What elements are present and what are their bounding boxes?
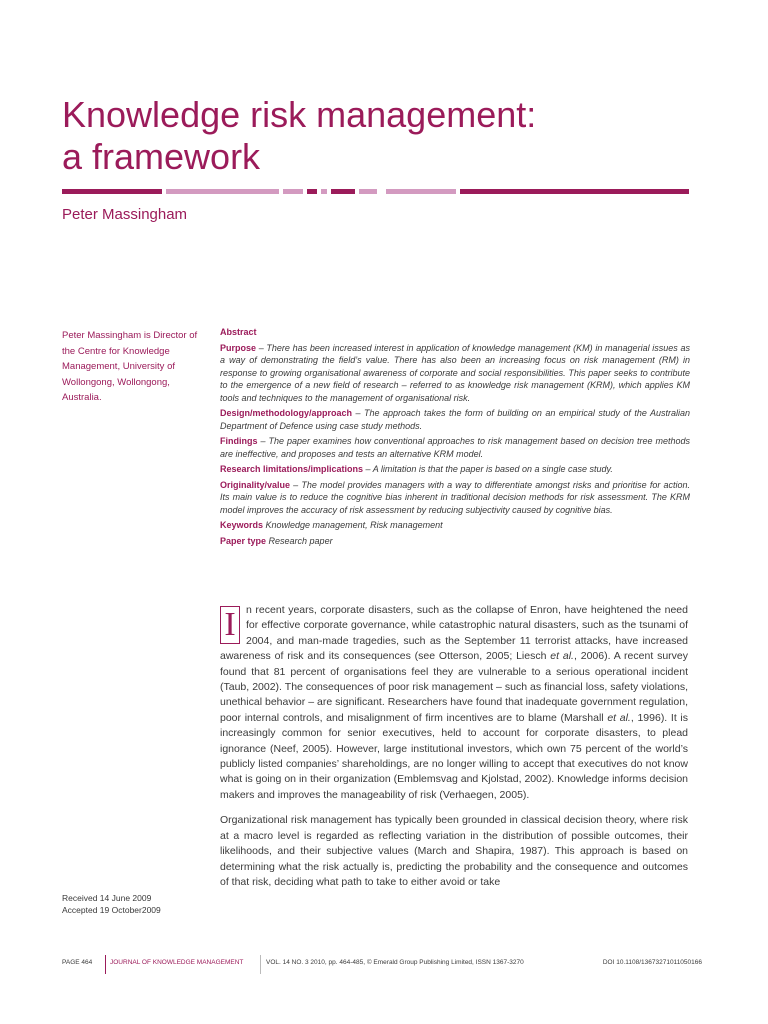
accepted-date: Accepted 19 October2009 <box>62 904 161 915</box>
originality-label: Originality/value <box>220 479 291 490</box>
submission-dates <box>62 893 161 916</box>
abstract-limitations <box>220 463 690 476</box>
paper-type-text: Research paper <box>266 535 333 546</box>
limitations-text: – A limitation is that the paper is based on a single case study. <box>363 464 613 474</box>
abstract-heading: Abstract <box>220 327 257 337</box>
rule-segment <box>307 189 317 194</box>
abstract-purpose <box>220 342 690 405</box>
author-affiliation: Peter Massingham is Director of the Centre for Knowledge Management, University of Wollongong, Wollongong, Australia. <box>62 330 198 403</box>
design-text: – The approach takes the form of building on an empirical study of the Australian Department of Defence using case study methods. <box>220 408 690 431</box>
limitations-label: Research limitations/implications <box>220 464 364 474</box>
keywords-label: Keywords <box>220 520 264 530</box>
drop-cap: I <box>220 606 240 644</box>
body-paragraph-2: Organizational risk management has typically been grounded in classical decision theory, where risk at a macro level is regarded as reflecting variation in the distribution of possible outcomes, their likelihoods, and their subjective values (March and Shapira, 1987). This approach is based on determining what the risk actually is, predicting the probability and the consequence and outcomes of that risk, deciding what path to take to either avoid or take <box>220 814 688 888</box>
article-title <box>62 94 702 178</box>
article-title-line2: a framework <box>62 136 261 177</box>
findings-label: Findings <box>220 436 258 446</box>
et-al-2: et al. <box>607 711 631 724</box>
rule-segment <box>386 189 456 194</box>
abstract-findings <box>220 435 690 460</box>
abstract-paper-type <box>220 535 690 548</box>
purpose-label: Purpose <box>220 342 257 353</box>
rule-segment <box>166 189 279 194</box>
received-date: Received 14 June 2009 <box>62 893 152 903</box>
keywords-text: Knowledge management, Risk management <box>263 520 443 530</box>
paragraph-1-part-c: , 1996). It is increasingly common for senior executives, held to account for corporate disasters, to plead ignorance (Neef, 2005). However, large institutional investors, which own 75 percent of the world’s publicly listed companies’ shareholdings, are no longer willing to accept that executives do not know what is going on in their organization (Emblemsvag and Kjolstad, 2002). Knowledge informs decision makers and improves the manageability of risk (Verhaegen, 2005). <box>220 711 689 801</box>
rule-segment <box>460 189 689 194</box>
footer-divider <box>105 955 106 974</box>
abstract-section <box>220 326 690 550</box>
article-title-line1: Knowledge risk management: <box>62 94 537 135</box>
abstract-design <box>220 407 690 432</box>
doi: DOI 10.1108/13673271011050166 <box>602 959 702 966</box>
et-al-1: et al. <box>550 650 574 663</box>
body-text <box>220 603 688 900</box>
rule-segment <box>62 189 162 194</box>
abstract-keywords <box>220 519 690 532</box>
rule-segment <box>331 189 355 194</box>
rule-segment <box>321 189 327 194</box>
purpose-text: – There has been increased interest in application of knowledge management (KM) in managerial issues as a way of demonstrating the field’s value. There has also been an increasing focus on risk management (RM) in response to growing organisational awareness of corporate and social responsibilities. This paper seeks to contribute to the emergence of a new field of research – referred to as knowledge risk management (KRM), which applies KM tools and techniques to the management of organisational risk. <box>220 342 690 403</box>
footer-divider <box>260 955 261 974</box>
design-label: Design/methodology/approach <box>220 408 353 418</box>
rule-segment <box>359 189 377 194</box>
findings-text: – The paper examines how conventional approaches to risk management based on decision tree methods are ineffective, and proposes and tests an alternative KRM model. <box>220 436 690 459</box>
volume-info: VOL. 14 NO. 3 2010, pp. 464-485, © Emerald Group Publishing Limited, ISSN 1367-3270 <box>266 959 524 966</box>
abstract-originality <box>220 479 690 517</box>
paper-type-label: Paper type <box>220 535 267 546</box>
author-name: Peter Massingham <box>62 206 188 223</box>
originality-text: – The model provides managers with a way to differentiate amongst risks and prioritise for action. Its main value is to reduce the cognitive bias inherent in traditional decision methods for risk assessment. The KRM model improves the accuracy of risk assessment by reducing subjectivity caused by cognitive bias. <box>220 479 690 515</box>
page-number: PAGE 464 <box>62 959 93 966</box>
body-paragraph-1 <box>220 603 688 803</box>
paragraph-1-part-a: n recent years, corporate disasters, such as the collapse of Enron, have heightened the need for effective corporate governance, while catastrophic natural disasters, such as the tsunami of 2004, and man-made tragedies, such as the September 11 terrorist attacks, have increased awareness of risk and its consequences (see Otterson, 2005; Liesch <box>220 604 688 663</box>
journal-name: JOURNAL OF KNOWLEDGE MANAGEMENT <box>110 959 244 966</box>
paragraph-1-part-b: , 2006). A recent survey found that 81 percent of organisations feel they are vulnerable to a serious operational incident (Taub, 2002). The consequences of poor risk management – such as financial loss, safety violations, unethical behavior – are significant. Researchers have found that inadequate government regulation, poor internal controls, and misalignment of firm incentives are to blame (Marshall <box>220 650 689 724</box>
rule-segment <box>283 189 303 194</box>
page-footer <box>62 955 702 975</box>
